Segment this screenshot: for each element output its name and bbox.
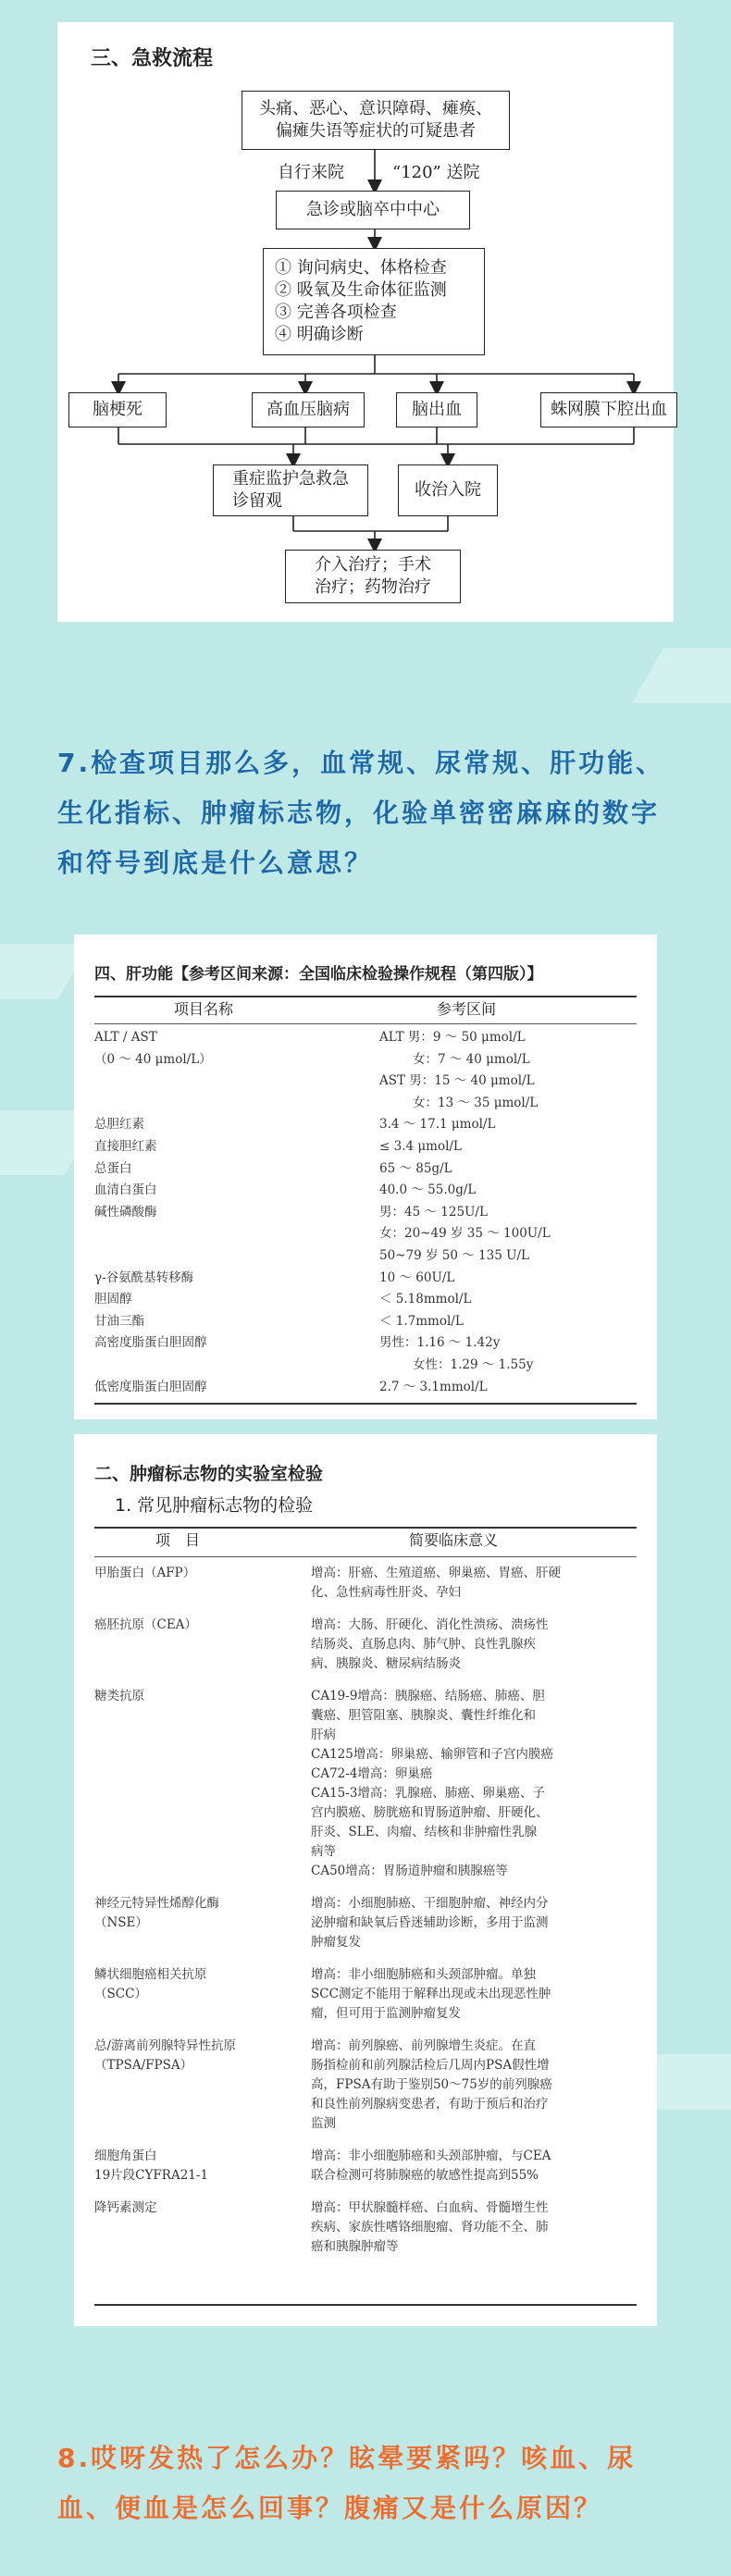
tumor-row-meaning	[311, 2147, 637, 2186]
tumor-row-name-line: 19片段CYFRA21-1	[94, 2168, 209, 2183]
tumor-row-name-line: 神经元特异性烯醇化酶	[94, 1896, 219, 1911]
liver-row-name: 直接胆红素	[94, 1139, 157, 1154]
tumor-header-item: 项 目	[155, 1531, 201, 1549]
tumor-row-meaning	[311, 2037, 637, 2134]
tumor-row-meaning-line: 增高：小细胞肺癌、干细胞肿瘤、神经内分	[311, 1896, 549, 1911]
flow-admission-box: 收治入院	[398, 464, 498, 516]
tumor-row-meaning	[311, 1616, 637, 1674]
tumor-row-name	[94, 1616, 289, 1635]
liver-row-name: 总蛋白	[94, 1160, 132, 1176]
table-top-rule	[94, 996, 637, 997]
tumor-row-name	[94, 1564, 289, 1583]
tumor-row-meaning	[311, 1564, 637, 1603]
tumor-row-meaning	[311, 1894, 637, 1952]
table-bottom-rule	[94, 1403, 637, 1405]
liver-row-ref: ≤ 3.4 μmol/L	[379, 1139, 462, 1154]
liver-row-ref: 女：7 ～ 40 μmol/L	[413, 1051, 530, 1067]
tumor-row-name-line: 糖类抗原	[94, 1689, 144, 1703]
liver-row-name: 胆固醇	[94, 1292, 132, 1307]
liver-row-ref: 女：13 ～ 35 μmol/L	[413, 1095, 539, 1110]
tumor-row-meaning-line: 癌和胰腺肿瘤等	[311, 2239, 399, 2254]
tumor-marker-card	[74, 1434, 657, 2326]
tumor-row-name	[94, 1687, 289, 1706]
liver-table-title: 四、肝功能【参考区间来源：全国临床检验操作规程（第四版）】	[94, 965, 543, 984]
table-bottom-rule	[94, 2304, 637, 2306]
tumor-row-meaning-line: 增高：甲状腺髓样癌、白血病、骨髓增生性	[311, 2200, 549, 2215]
flowchart-title: 三、急救流程	[91, 47, 214, 70]
tumor-row-name-line: （SCC）	[94, 1987, 147, 2001]
tumor-row-name	[94, 2147, 289, 2186]
liver-row-ref: 3.4 ～ 17.1 μmol/L	[379, 1117, 496, 1133]
tumor-section-title: 二、肿瘤标志物的实验室检验	[94, 1464, 324, 1484]
tumor-row-meaning-line: 肝炎、SLE、肉瘤、结核和非肿瘤性乳腺	[311, 1825, 538, 1839]
tumor-row-name-line: 降钙素测定	[94, 2200, 157, 2215]
flow-treatment-box: 介入治疗；手术 治疗；药物治疗	[285, 550, 461, 603]
tumor-row-meaning-line: 结肠炎、直肠息肉、肺气肿、良性乳腺疾	[311, 1637, 536, 1652]
flow-steps-box: ① 询问病史、体格检查 ② 吸氧及生命体征监测 ③ 完善各项检查 ④ 明确诊断	[263, 248, 485, 355]
flow-route-120: “120” 送院	[392, 163, 480, 182]
liver-row-ref: 男性：1.16 ～ 1.42y	[379, 1335, 501, 1351]
tumor-row-meaning-line: 瘤，但可用于监测肿瘤复发	[311, 2006, 461, 2021]
tumor-row-name-line: 细胞角蛋白	[94, 2149, 157, 2163]
tumor-row-name-line: 甲胎蛋白（AFP）	[94, 1566, 196, 1580]
tumor-row-meaning-line: 化、急性病毒性肝炎、孕妇	[311, 1585, 461, 1600]
question-8: 8.哎呀发热了怎么办？眩晕要紧吗？咳血、尿血、便血是怎么回事？腹痛又是什么原因？	[57, 2443, 637, 2523]
liver-row-name: 甘油三酯	[94, 1313, 144, 1329]
tumor-row-name	[94, 2037, 289, 2075]
tumor-row-meaning-line: 高，FPSA有助于鉴别50～75岁的前列腺癌	[311, 2077, 552, 2092]
tumor-row-meaning-line: 宫内膜癌、膀胱癌和胃肠道肿瘤、肝硬化、	[311, 1805, 549, 1820]
tumor-row-name	[94, 1894, 289, 1933]
liver-row-ref: 50~79 岁 50 ～ 135 U/L	[379, 1248, 529, 1263]
liver-row-name: 总胆红素	[94, 1117, 144, 1133]
liver-header-ref: 参考区间	[437, 1000, 497, 1018]
tumor-row-meaning-line: 增高：肝癌、生殖道癌、卵巢癌、胃癌、肝硬	[311, 1566, 561, 1580]
liver-row-name: γ-谷氨酰基转移酶	[94, 1269, 194, 1285]
tumor-row-meaning-line: 肝病	[311, 1728, 336, 1742]
table-header-rule	[94, 1556, 637, 1557]
table-header-rule	[94, 1023, 637, 1024]
liver-function-card	[74, 935, 657, 1419]
tumor-row-meaning	[311, 1965, 637, 2024]
tumor-row-meaning-line: 肿瘤复发	[311, 1935, 361, 1950]
tumor-row-meaning-line: 肠指检前和前列腺活检后几周内PSA假性增	[311, 2058, 550, 2073]
tumor-row-meaning-line: 病、胰腺炎、糖尿病结肠炎	[311, 1656, 461, 1671]
liver-row-ref: ＜ 1.7mmol/L	[379, 1313, 464, 1329]
tumor-row-meaning	[311, 1687, 637, 1881]
tumor-row-name-line: 癌胚抗原（CEA）	[94, 1617, 197, 1632]
tumor-row-name-line: 总/游离前列腺特异性抗原	[94, 2038, 237, 2053]
tumor-subtitle: 1. 常见肿瘤标志物的检验	[115, 1495, 314, 1516]
tumor-row-meaning-line: 和良性前列腺病变患者，有助于预后和治疗	[311, 2097, 549, 2112]
liver-row-name: 碱性磷酸酶	[94, 1204, 157, 1220]
liver-row-ref: ＜ 5.18mmol/L	[379, 1292, 472, 1307]
table-top-rule	[94, 1527, 637, 1529]
flow-diagnosis-hypertensive: 高血压脑病	[252, 392, 365, 427]
flow-diagnosis-infarction: 脑梗死	[68, 392, 167, 427]
tumor-row-meaning-line: SCC测定不能用于解释出现或未出现恶性肿	[311, 1987, 551, 2001]
tumor-row-meaning-line: CA72-4增高：卵巢癌	[311, 1766, 433, 1781]
liver-row-name: ALT / AST	[94, 1030, 157, 1045]
liver-row-ref: 10 ～ 60U/L	[379, 1269, 455, 1285]
liver-row-name: 高密度脂蛋白胆固醇	[94, 1335, 207, 1351]
tumor-row-name	[94, 2198, 289, 2218]
flow-suspect-patient-box: 头痛、恶心、意识障碍、瘫痪、 偏瘫失语等症状的可疑患者	[242, 91, 510, 150]
tumor-row-meaning-line: 增高：非小细胞肺癌和头颈部肿瘤。单独	[311, 1967, 536, 1982]
tumor-row-meaning-line: 增高：大肠、肝硬化、消化性溃疡、溃疡性	[311, 1617, 549, 1632]
tumor-row-meaning-line: 增高：非小细胞肺癌和头颈部肿瘤，与CEA	[311, 2149, 551, 2163]
tumor-row-meaning-line: 增高：前列腺癌、前列腺增生炎症。在直	[311, 2038, 536, 2053]
liver-row-ref: 65 ～ 85g/L	[379, 1160, 452, 1176]
tumor-row-meaning	[311, 2198, 637, 2257]
tumor-row-name	[94, 1965, 289, 2004]
tumor-row-name-line: 鳞状细胞癌相关抗原	[94, 1967, 207, 1982]
tumor-row-meaning-line: 疾病、家族性嗜铬细胞瘤、肾功能不全、肺	[311, 2220, 549, 2235]
tumor-row-meaning-line: CA19-9增高：胰腺癌、结肠癌、肺癌、胆	[311, 1689, 545, 1703]
flow-diagnosis-hemorrhage: 脑出血	[396, 392, 477, 427]
tumor-row-meaning-line: 病等	[311, 1844, 336, 1859]
tumor-header-meaning: 简要临床意义	[409, 1531, 499, 1549]
liver-row-ref: 男：45 ～ 125U/L	[379, 1204, 488, 1220]
liver-row-name: 血清白蛋白	[94, 1183, 157, 1198]
tumor-row-meaning-line: CA125增高：卵巢癌、输卵管和子宫内膜癌	[311, 1747, 553, 1762]
emergency-flowchart-card	[57, 22, 674, 622]
flow-icu-box: 重症监护急救急 诊留观	[213, 464, 368, 516]
tumor-row-name-line: （TPSA/FPSA）	[94, 2058, 193, 2073]
liver-header-name: 项目名称	[174, 1000, 234, 1018]
flow-route-self: 自行来院	[278, 163, 344, 182]
liver-row-ref: 女性：1.29 ～ 1.55y	[413, 1357, 534, 1372]
flow-emergency-center-box: 急诊或脑卒中中心	[276, 191, 470, 229]
tumor-row-meaning-line: 泌肿瘤和缺氧后昏迷辅助诊断，多用于监测	[311, 1915, 549, 1930]
tumor-row-name-line: （NSE）	[94, 1915, 148, 1930]
liver-row-name: 低密度脂蛋白胆固醇	[94, 1379, 207, 1394]
liver-row-ref: 2.7 ～ 3.1mmol/L	[379, 1379, 488, 1394]
tumor-row-meaning-line: CA50增高：胃肠道肿瘤和胰腺癌等	[311, 1864, 508, 1878]
tumor-row-meaning-line: 囊癌、胆管阻塞、胰腺炎、囊性纤维化和	[311, 1708, 536, 1723]
liver-row-ref: 女：20~49 岁 35 ～ 100U/L	[379, 1226, 551, 1242]
tumor-row-meaning-line: 联合检测可将肺腺癌的敏感性提高到55%	[311, 2168, 539, 2183]
liver-row-name: （0 ～ 40 μmol/L）	[94, 1051, 212, 1067]
background-stripe	[632, 648, 731, 703]
flow-diagnosis-subarachnoid: 蛛网膜下腔出血	[540, 392, 677, 427]
liver-row-ref: ALT 男：9 ～ 50 μmol/L	[379, 1030, 526, 1045]
liver-row-ref: AST 男：15 ～ 40 μmol/L	[379, 1073, 535, 1089]
question-7: 7.检查项目那么多，血常规、尿常规、肝功能、生化指标、肿瘤标志物，化验单密密麻麻的数字和符号到底是什么意思？	[57, 748, 665, 878]
liver-row-ref: 40.0 ～ 55.0g/L	[379, 1183, 477, 1198]
tumor-row-meaning-line: 监测	[311, 2116, 336, 2131]
tumor-row-meaning-line: CA15-3增高：乳腺癌、肺癌、卵巢癌、子	[311, 1786, 545, 1801]
